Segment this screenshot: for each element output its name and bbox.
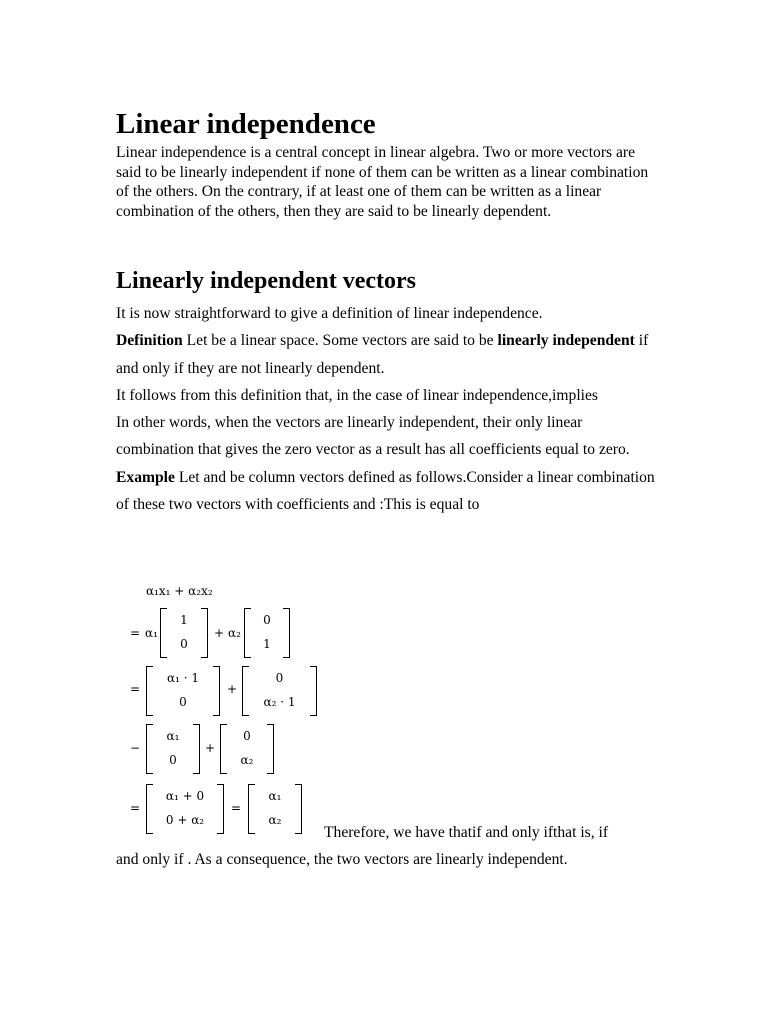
definition-text-a: Let be a linear space. Some vectors are said to be	[182, 332, 498, 350]
matrix-cell: 0	[180, 637, 188, 651]
matrix-cell: 0	[263, 613, 271, 627]
matrix-1	[160, 608, 208, 658]
paragraph-other-words: In other words, when the vectors are linearly independent, their only linear combination that gives the zero vector as a result has all coefficients equal to zero.	[116, 414, 630, 459]
example-text: Let and be column vectors defined as follows.Consider a linear combination of these two vectors with coefficients and :This is equal to	[116, 468, 655, 514]
matrix-cell: 0 + α₂	[165, 813, 205, 827]
minus-sign: −	[130, 741, 141, 755]
plus-sign: +	[214, 626, 225, 640]
matrix-cell: α₁	[268, 789, 282, 803]
matrix-cell: α₁	[166, 729, 180, 743]
matrix-cell: α₂ · 1	[263, 695, 296, 709]
matrix-cell: 0	[179, 695, 187, 709]
matrix-cell: 0	[243, 729, 251, 743]
definition-text-b: if and only if they are not linearly dependent.	[116, 332, 649, 377]
example-label: Example	[116, 468, 175, 486]
matrix-cell: 0	[169, 753, 177, 767]
matrix-7	[146, 784, 224, 834]
matrix-cell: α₁ · 1	[167, 671, 199, 685]
intro-paragraph: Linear independence is a central concept in linear algebra. Two or more vectors are said to be linearly independent if none of them can be written as a linear combination of the others. On the contrary, if at least one of them can be written as a linear combination of the others, then they are said to be linearly dependent.	[116, 144, 649, 220]
matrix-cell: 1	[180, 613, 188, 627]
matrix-8	[248, 784, 302, 834]
example-paragraph	[116, 464, 656, 519]
equals-sign: =	[130, 801, 141, 815]
paragraph-implication: It follows from this definition that, in the case of linear independence,implies	[116, 386, 598, 404]
matrix-3	[146, 666, 220, 716]
matrix-cell: α₁ + 0	[165, 789, 205, 803]
matrix-cell: 1	[263, 637, 271, 651]
section-title: Linearly independent vectors	[116, 268, 416, 294]
definition-term: linearly independent	[497, 332, 635, 350]
definition-paragraph	[116, 327, 656, 382]
equals-sign: =	[130, 626, 141, 640]
matrix-2	[244, 608, 290, 658]
matrix-4	[242, 666, 317, 716]
section-body	[116, 300, 656, 518]
definition-label: Definition	[116, 332, 183, 350]
page-title: Linear independence	[116, 108, 376, 140]
plus-sign: +	[205, 741, 216, 755]
conclusion-line-1: Therefore, we have thatif and only ifthat is, if	[324, 824, 609, 841]
paragraph-intro-definition: It is now straightforward to give a definition of linear independence.	[116, 305, 543, 322]
alpha2-symbol: α₂	[228, 626, 241, 640]
matrix-5	[146, 724, 200, 774]
plus-sign: +	[227, 682, 238, 696]
equals-sign: =	[130, 682, 141, 696]
matrix-cell: 0	[275, 671, 284, 685]
matrix-6	[220, 724, 274, 774]
matrix-cell: α₂	[268, 813, 282, 827]
equals-sign: =	[231, 801, 242, 815]
conclusion-line-2: and only if . As a consequence, the two vectors are linearly independent.	[116, 851, 568, 868]
math-line-0: α₁x₁ + α₂x₂	[146, 584, 213, 598]
alpha1-symbol: α₁	[145, 626, 158, 640]
matrix-cell: α₂	[240, 753, 254, 767]
